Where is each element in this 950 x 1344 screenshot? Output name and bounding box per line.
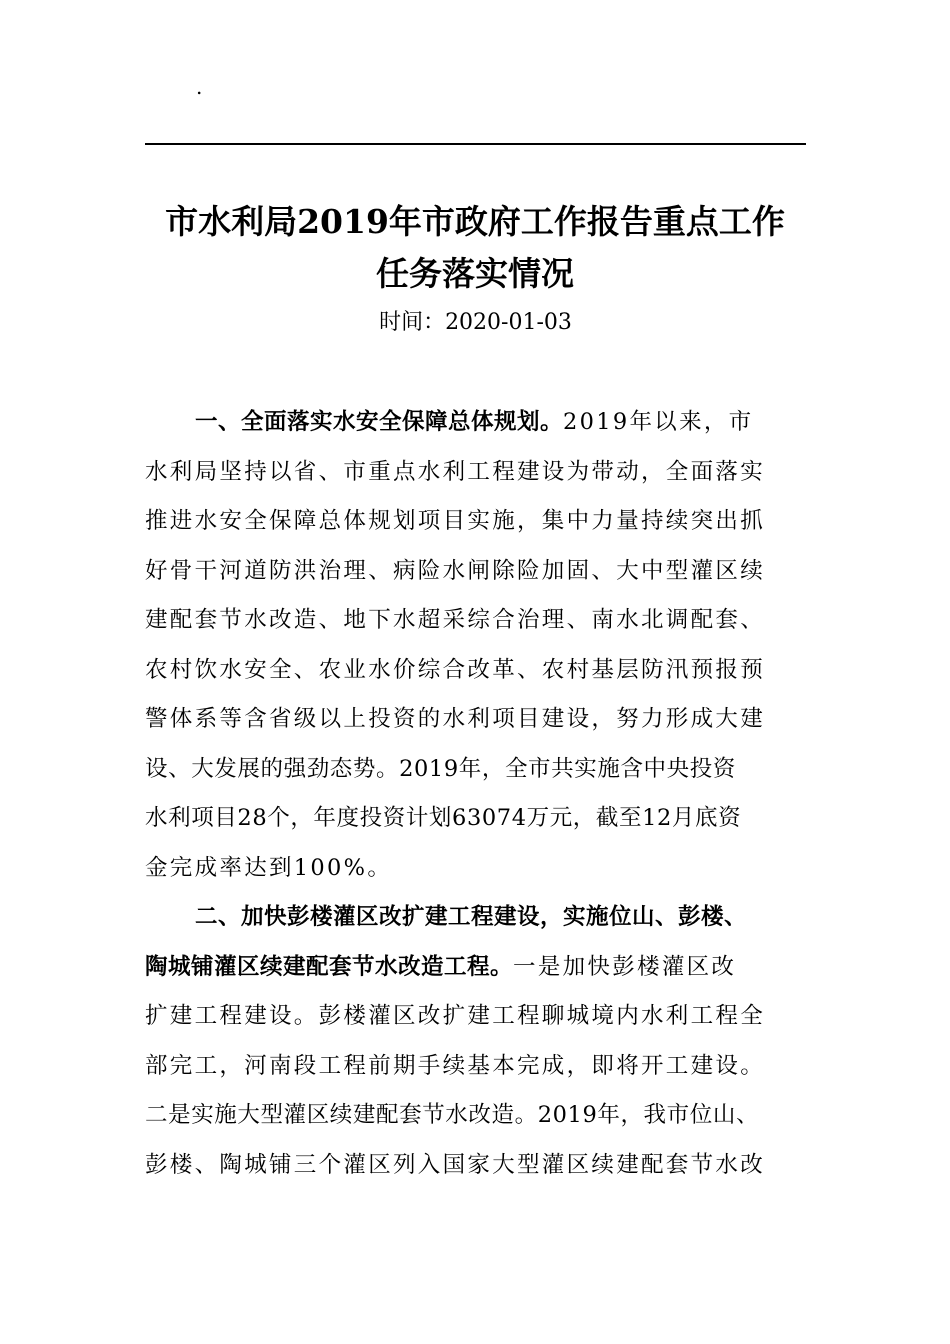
paragraph-line: [145, 893, 825, 943]
paragraph-line: 扩建工程建设。彭楼灌区改扩建工程聊城境内水利工程全: [145, 1003, 766, 1029]
paragraph-line: [145, 398, 825, 448]
title-line-1: 市水利局2019年市政府工作报告重点工作: [165, 202, 785, 241]
paragraph-line: 设、大发展的强劲态势。2019年，全市共实施含中央投资: [145, 755, 736, 782]
section-heading: 陶城铺灌区续建配套节水改造工程。: [145, 953, 514, 980]
paragraph-line: 水利项目28个，年度投资计划63074万元，截至12月底资: [145, 805, 742, 831]
paragraph-line: 农村饮水安全、农业水价综合改革、农村基层防汛预报预: [145, 656, 766, 683]
paragraph-line: 彭楼、陶城铺三个灌区列入国家大型灌区续建配套节水改: [145, 1151, 766, 1178]
section-heading: 二、加快彭楼灌区改扩建工程建设，实施位山、彭楼、: [195, 904, 748, 930]
paragraph-line: 部完工，河南段工程前期手续基本完成，即将开工建设。: [145, 1052, 766, 1079]
paragraph-text: 一是加快彭楼灌区改: [513, 953, 737, 980]
section-heading: 一、全面落实水安全保障总体规划。: [195, 409, 564, 435]
document-body: [145, 398, 825, 1190]
header-mark: .: [196, 75, 203, 99]
paragraph-line: 推进水安全保障总体规划项目实施，集中力量持续突出抓: [145, 508, 766, 534]
header-rule: [145, 143, 806, 145]
paragraph-line: 建配套节水改造、地下水超采综合治理、南水北调配套、: [145, 607, 766, 633]
document-title: [120, 196, 830, 300]
paragraph-line: 二是实施大型灌区续建配套节水改造。2019年，我市位山、: [145, 1102, 760, 1128]
paragraph-line: 水利局坚持以省、市重点水利工程建设为带动，全面落实: [145, 458, 766, 485]
document-date: 时间：2020-01-03: [379, 310, 572, 335]
paragraph-line: 警体系等含省级以上投资的水利项目建设，努力形成大建: [145, 706, 766, 732]
paragraph-line: 金完成率达到100%。: [145, 854, 393, 881]
paragraph-text: 2019年以来，市: [563, 409, 754, 435]
title-line-2: 任务落实情况: [376, 254, 574, 293]
paragraph-line: 好骨干河道防洪治理、病险水闸除险加固、大中型灌区续: [145, 557, 766, 584]
paragraph-line: [145, 943, 825, 993]
